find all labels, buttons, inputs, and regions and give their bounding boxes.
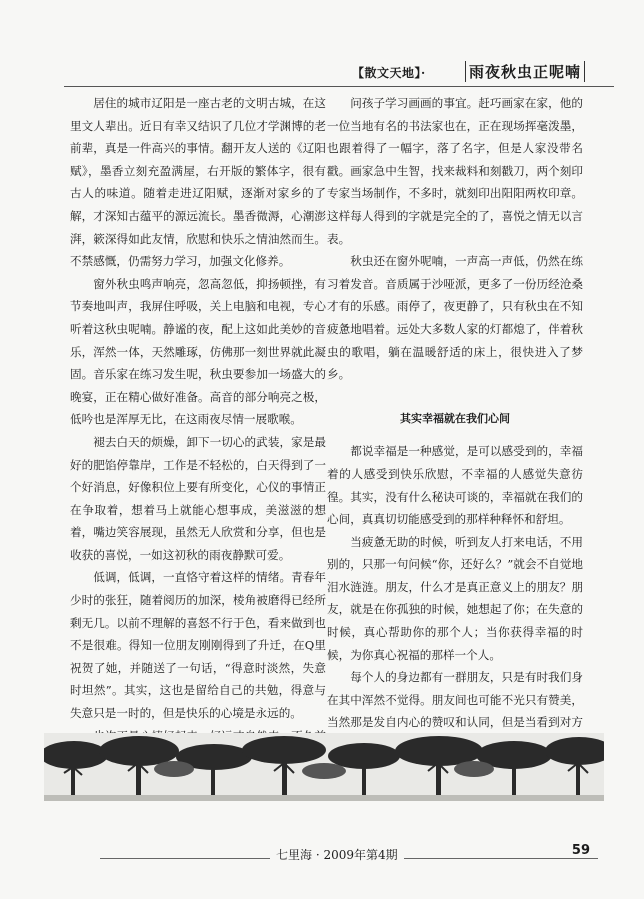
paragraph: 当疲惫无助的时候，听到友人打来电话，不用别的，只那一句问候“你，还好么？”就会不自觉地泪水涟涟。朋友，什么才是真正意义上的朋友？朋友，就是在你孤独的时候，她想起了你；在失意的时候，真心帮助你的那个人；当你获得幸福的时候，为你真心祝福的那样一个人。 — [327, 534, 583, 662]
paragraph: 秋虫还在窗外呢喃，一声高一声低，仍然在练习着发音。音质属于沙哑派，更多了一份历经沧桑才有的乐感。雨停了，夜更静了，只有秋虫在不知疲惫地唱着。远处大多数人家的灯都熄了，伴着秋虫的歌唱，躺在温暖舒适的床上，很快进入了梦乡。 — [327, 254, 583, 382]
paragraph: 褪去白天的烦燥，卸下一切心的武装，家是最好的肥馅停靠岸，工作是不轻松的，白天得到了一个好消息，好像积位上要有所变化，心仪的事情正在争取着，想着马上就能心想事成，美滋滋的想着，嘴边笑容展现，虽然无人欣赏和分享，但也是收获的喜悦，一如这初秋的雨夜静默可爱。 — [70, 434, 326, 562]
section-tag: 【散文天地】· — [352, 66, 426, 80]
paragraph: 居住的城市辽阳是一座古老的文明古城，在这里文人辈出。近日有幸又结识了几位才学渊博的老前辈，真是一件高兴的事情。翻开友人送的《辽阳赋》，墨香立刻充盈满屋，右开版的繁体字，很有古人的味道。随着走进辽阳赋，逐渐对家乡的了解，才深知古蕴平的源远流长。墨香微溽，心潮澎湃，簌深得如此友情，欣慰和快乐之情油然而生。不禁感慨，仍需努力学习，加强文化修养。 — [70, 96, 326, 269]
right-column — [327, 92, 583, 757]
header-rule — [64, 86, 614, 87]
subheading: 其实幸福就在我们心间 — [400, 411, 510, 425]
article-title: 雨夜秋虫正呢喃 — [465, 61, 585, 82]
paragraph: 每个人的身边都有一群朋友，只是有时我们身在其中浑然不觉得。朋友间也可能不光只有赞美，当然那是发自内心的赞叹和认同，但是当看到对方 — [327, 670, 583, 730]
paragraph: 低调，低调，一直恪守着这样的情绪。青春年少时的张狂，随着阅历的加深，棱角被磨得已经所剩无几。以前不理解的喜怒不行于色，看来做到也不是很难。得知一位朋友刚刚得到了升迁，在Q里祝贺了她，并随送了一句话，“得意时淡然，失意时坦然”。其实，这也是留给自己的共勉，得意与失意只是一时的，但是快乐的心境是永远的。 — [70, 570, 326, 721]
paragraph: 问孩子学习画画的事宜。赶巧画家在家，他的一位当地有名的书法家也在，正在现场挥毫泼墨，也跟着得了一幅字，落了名字，但是人家没带名戳。画家急中生智，找来裁料和刻戳刀，两个刻印专家当场制作，不多时，就刻印出阳阳两枚印章。这样每人得到的字就是完全的了，喜悦之情无以言表。 — [327, 96, 583, 246]
page-number: 59 — [571, 843, 590, 858]
magazine-issue: 七里海 · 2009年第4期 — [270, 846, 404, 863]
paragraph: 窗外秋虫鸣声响亮，忽高忽低，抑扬顿挫，有节奏地叫声，我屏住呼吸，关上电脑和电视，专心听着这秋虫呢喃。静谧的夜，配上这如此美妙的音乐，浑然一体，天然雕琢，仿佛那一刻世界就此凝固。音乐家在练习发生呢，秋虫要参加一场盛大的晚宴，正在精心做好准备。高音的部分响亮之极，低吟也是浑厚无比，在这雨夜尽情一展歌喉。 — [70, 276, 326, 427]
left-column — [70, 92, 326, 770]
tree-silhouette-illustration — [44, 733, 604, 801]
paragraph: 都说幸福是一种感觉，是可以感受到的，幸福着的人感受到快乐欣慰，不幸福的人感觉失意彷徨。其实，没有什么秘诀可谈的，幸福就在我们的心间，真真切切能感受到的那样种释怀和舒坦。 — [327, 444, 583, 527]
